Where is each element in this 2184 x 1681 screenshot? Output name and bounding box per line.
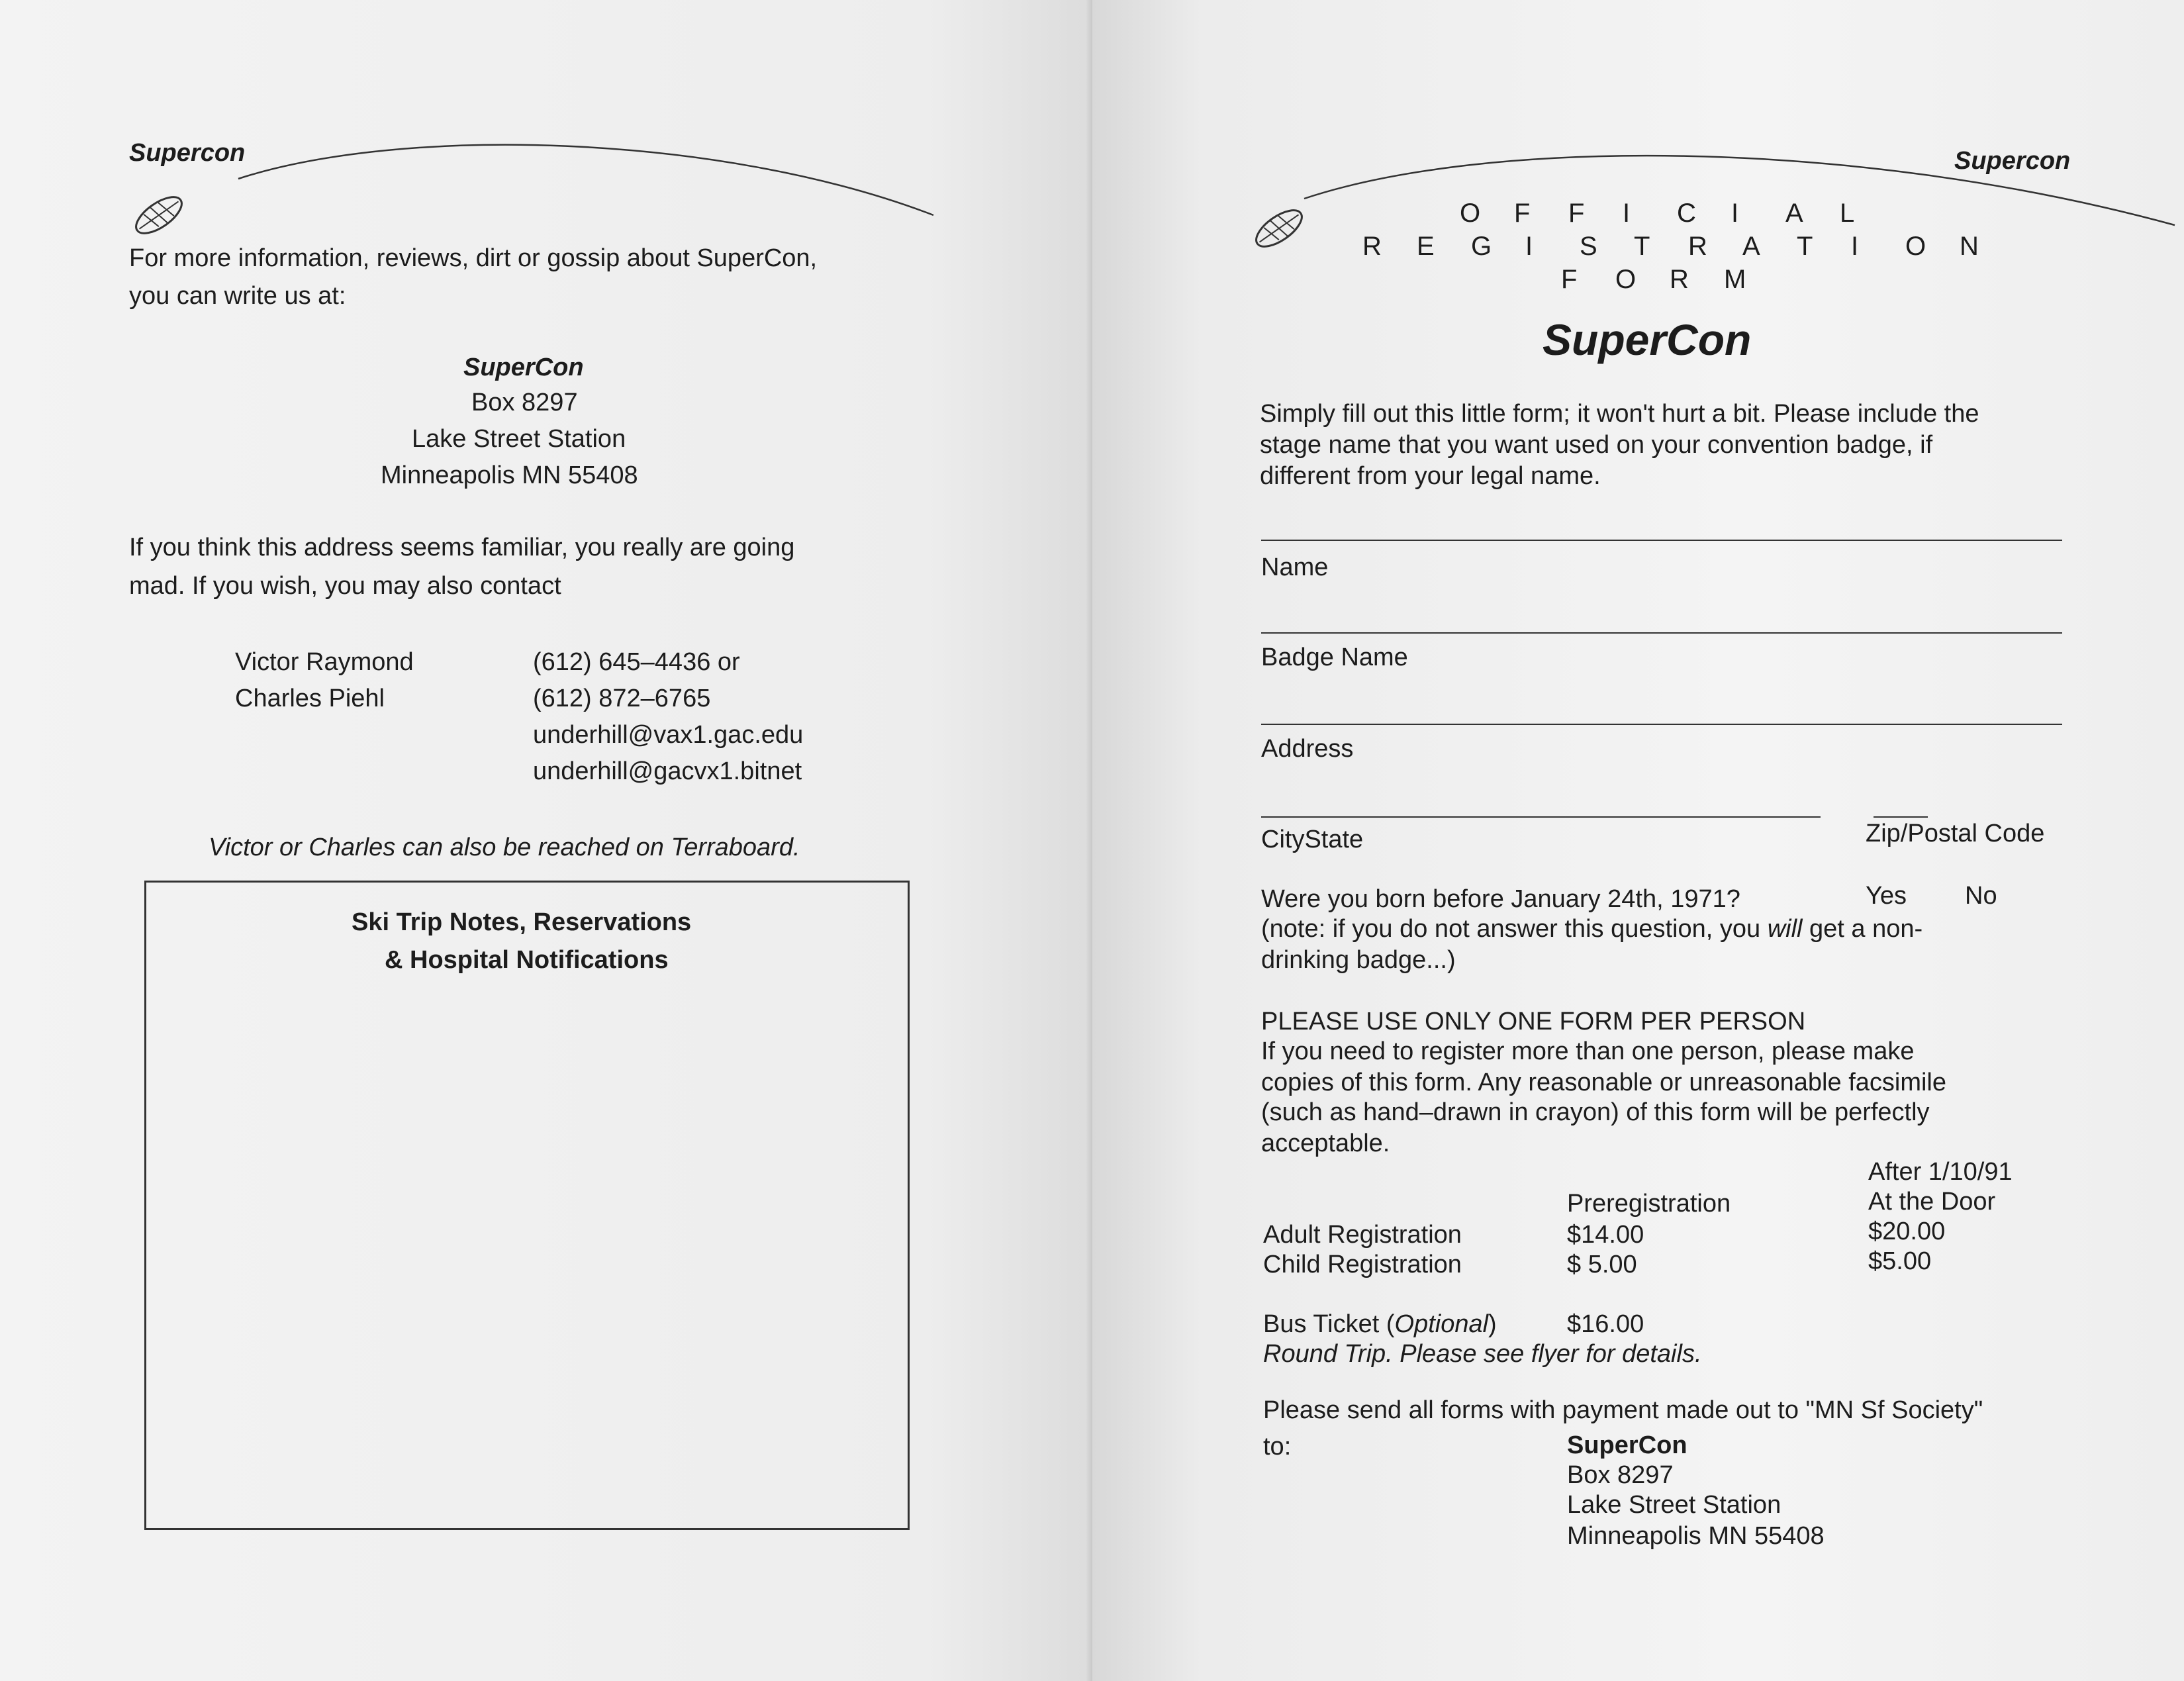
address-city: Minneapolis MN 55408: [381, 461, 638, 489]
intro-line-1: For more information, reviews, dirt or gossip about SuperCon,: [129, 244, 818, 272]
yes-option[interactable]: Yes: [1866, 882, 1907, 910]
swoosh-logo: [122, 139, 937, 252]
contact-name: Victor Raymond: [235, 648, 414, 676]
intro-line-2: you can write us at:: [129, 282, 346, 310]
one-form-line-3: (such as hand–drawn in crayon) of this form will be perfectly: [1261, 1098, 1930, 1126]
title-form: F O R M: [1561, 265, 1746, 294]
address-box: Box 8297: [471, 389, 578, 416]
notes-box: [144, 881, 910, 1530]
contact-name: Charles Piehl: [235, 685, 385, 712]
address-field[interactable]: [1261, 724, 2062, 725]
adult-prereg: $14.00: [1567, 1221, 1644, 1249]
bus-ticket-note: Round Trip. Please see flyer for details.: [1263, 1340, 1702, 1368]
zip-label: Zip/Postal Code: [1866, 820, 2045, 847]
header-brand: Supercon: [129, 139, 246, 167]
contact-bitnet: underhill@gacvx1.bitnet: [533, 757, 802, 785]
badge-name-field[interactable]: [1261, 632, 2062, 634]
instructions-line-2: stage name that you want used on your convention badge, if: [1260, 431, 1933, 459]
leaf-icon: [1251, 203, 1307, 253]
city-state-label: CityState: [1261, 826, 1364, 853]
bus-ticket-price: $16.00: [1567, 1310, 1644, 1338]
note-line-1: (note: if you do not answer this question, you will get a non-: [1261, 915, 1923, 943]
child-prereg: $ 5.00: [1567, 1251, 1637, 1278]
one-form-line-2: copies of this form. Any reasonable or unreasonable facsimile: [1261, 1069, 1946, 1096]
prereg-header: Preregistration: [1567, 1190, 1731, 1218]
door-header-2: At the Door: [1868, 1188, 1996, 1216]
send-line: Please send all forms with payment made out to "MN Sf Society": [1263, 1396, 1983, 1424]
right-page: [1092, 0, 2184, 1681]
header-brand: Supercon: [1954, 147, 2071, 175]
city-state-field[interactable]: [1261, 816, 1821, 818]
address-station: Lake Street Station: [412, 425, 626, 453]
title-official: O F F I C I A L: [1460, 199, 1855, 228]
send-address-city: Minneapolis MN 55408: [1567, 1522, 1825, 1550]
instructions-line-1: Simply fill out this little form; it won't hurt a bit. Please include the: [1260, 400, 1979, 428]
one-form-line-4: acceptable.: [1261, 1129, 1390, 1157]
notes-box-title-2: & Hospital Notifications: [385, 946, 669, 974]
one-form-heading: PLEASE USE ONLY ONE FORM PER PERSON: [1261, 1008, 1806, 1035]
familiar-line-2: mad. If you wish, you may also contact: [129, 572, 561, 600]
familiar-line-1: If you think this address seems familiar, you really are going: [129, 534, 795, 561]
contact-value: (612) 645–4436 or: [533, 648, 740, 676]
terraboard-note: Victor or Charles can also be reached on Terraboard.: [209, 834, 800, 861]
address-label: Address: [1261, 735, 1354, 763]
child-label: Child Registration: [1263, 1251, 1462, 1278]
form-title: SuperCon: [1543, 315, 1752, 364]
instructions-line-3: different from your legal name.: [1260, 462, 1601, 490]
one-form-line-1: If you need to register more than one person, please make: [1261, 1037, 1915, 1065]
adult-label: Adult Registration: [1263, 1221, 1462, 1249]
title-registration: R E G I S T R A T I O N: [1362, 232, 1979, 261]
note-line-2: drinking badge...): [1261, 946, 1456, 974]
notes-box-title-1: Ski Trip Notes, Reservations: [352, 908, 692, 936]
name-label: Name: [1261, 553, 1329, 581]
adult-door: $20.00: [1868, 1218, 1946, 1245]
send-to: to:: [1263, 1433, 1292, 1461]
send-address-box: Box 8297: [1567, 1461, 1674, 1489]
send-address-name: SuperCon: [1567, 1431, 1687, 1459]
child-door: $5.00: [1868, 1247, 1932, 1275]
badge-name-label: Badge Name: [1261, 644, 1408, 671]
send-address-station: Lake Street Station: [1567, 1491, 1781, 1519]
address-name: SuperCon: [463, 354, 584, 381]
contact-value: (612) 872–6765: [533, 685, 711, 712]
door-header-1: After 1/10/91: [1868, 1158, 2013, 1186]
born-question: Were you born before January 24th, 1971?: [1261, 885, 1740, 913]
no-option[interactable]: No: [1965, 882, 1997, 910]
bus-ticket-label: Bus Ticket (Optional): [1263, 1310, 1497, 1338]
leaf-icon: [130, 190, 187, 240]
name-field[interactable]: [1261, 540, 2062, 541]
contact-email: underhill@vax1.gac.edu: [533, 721, 804, 749]
